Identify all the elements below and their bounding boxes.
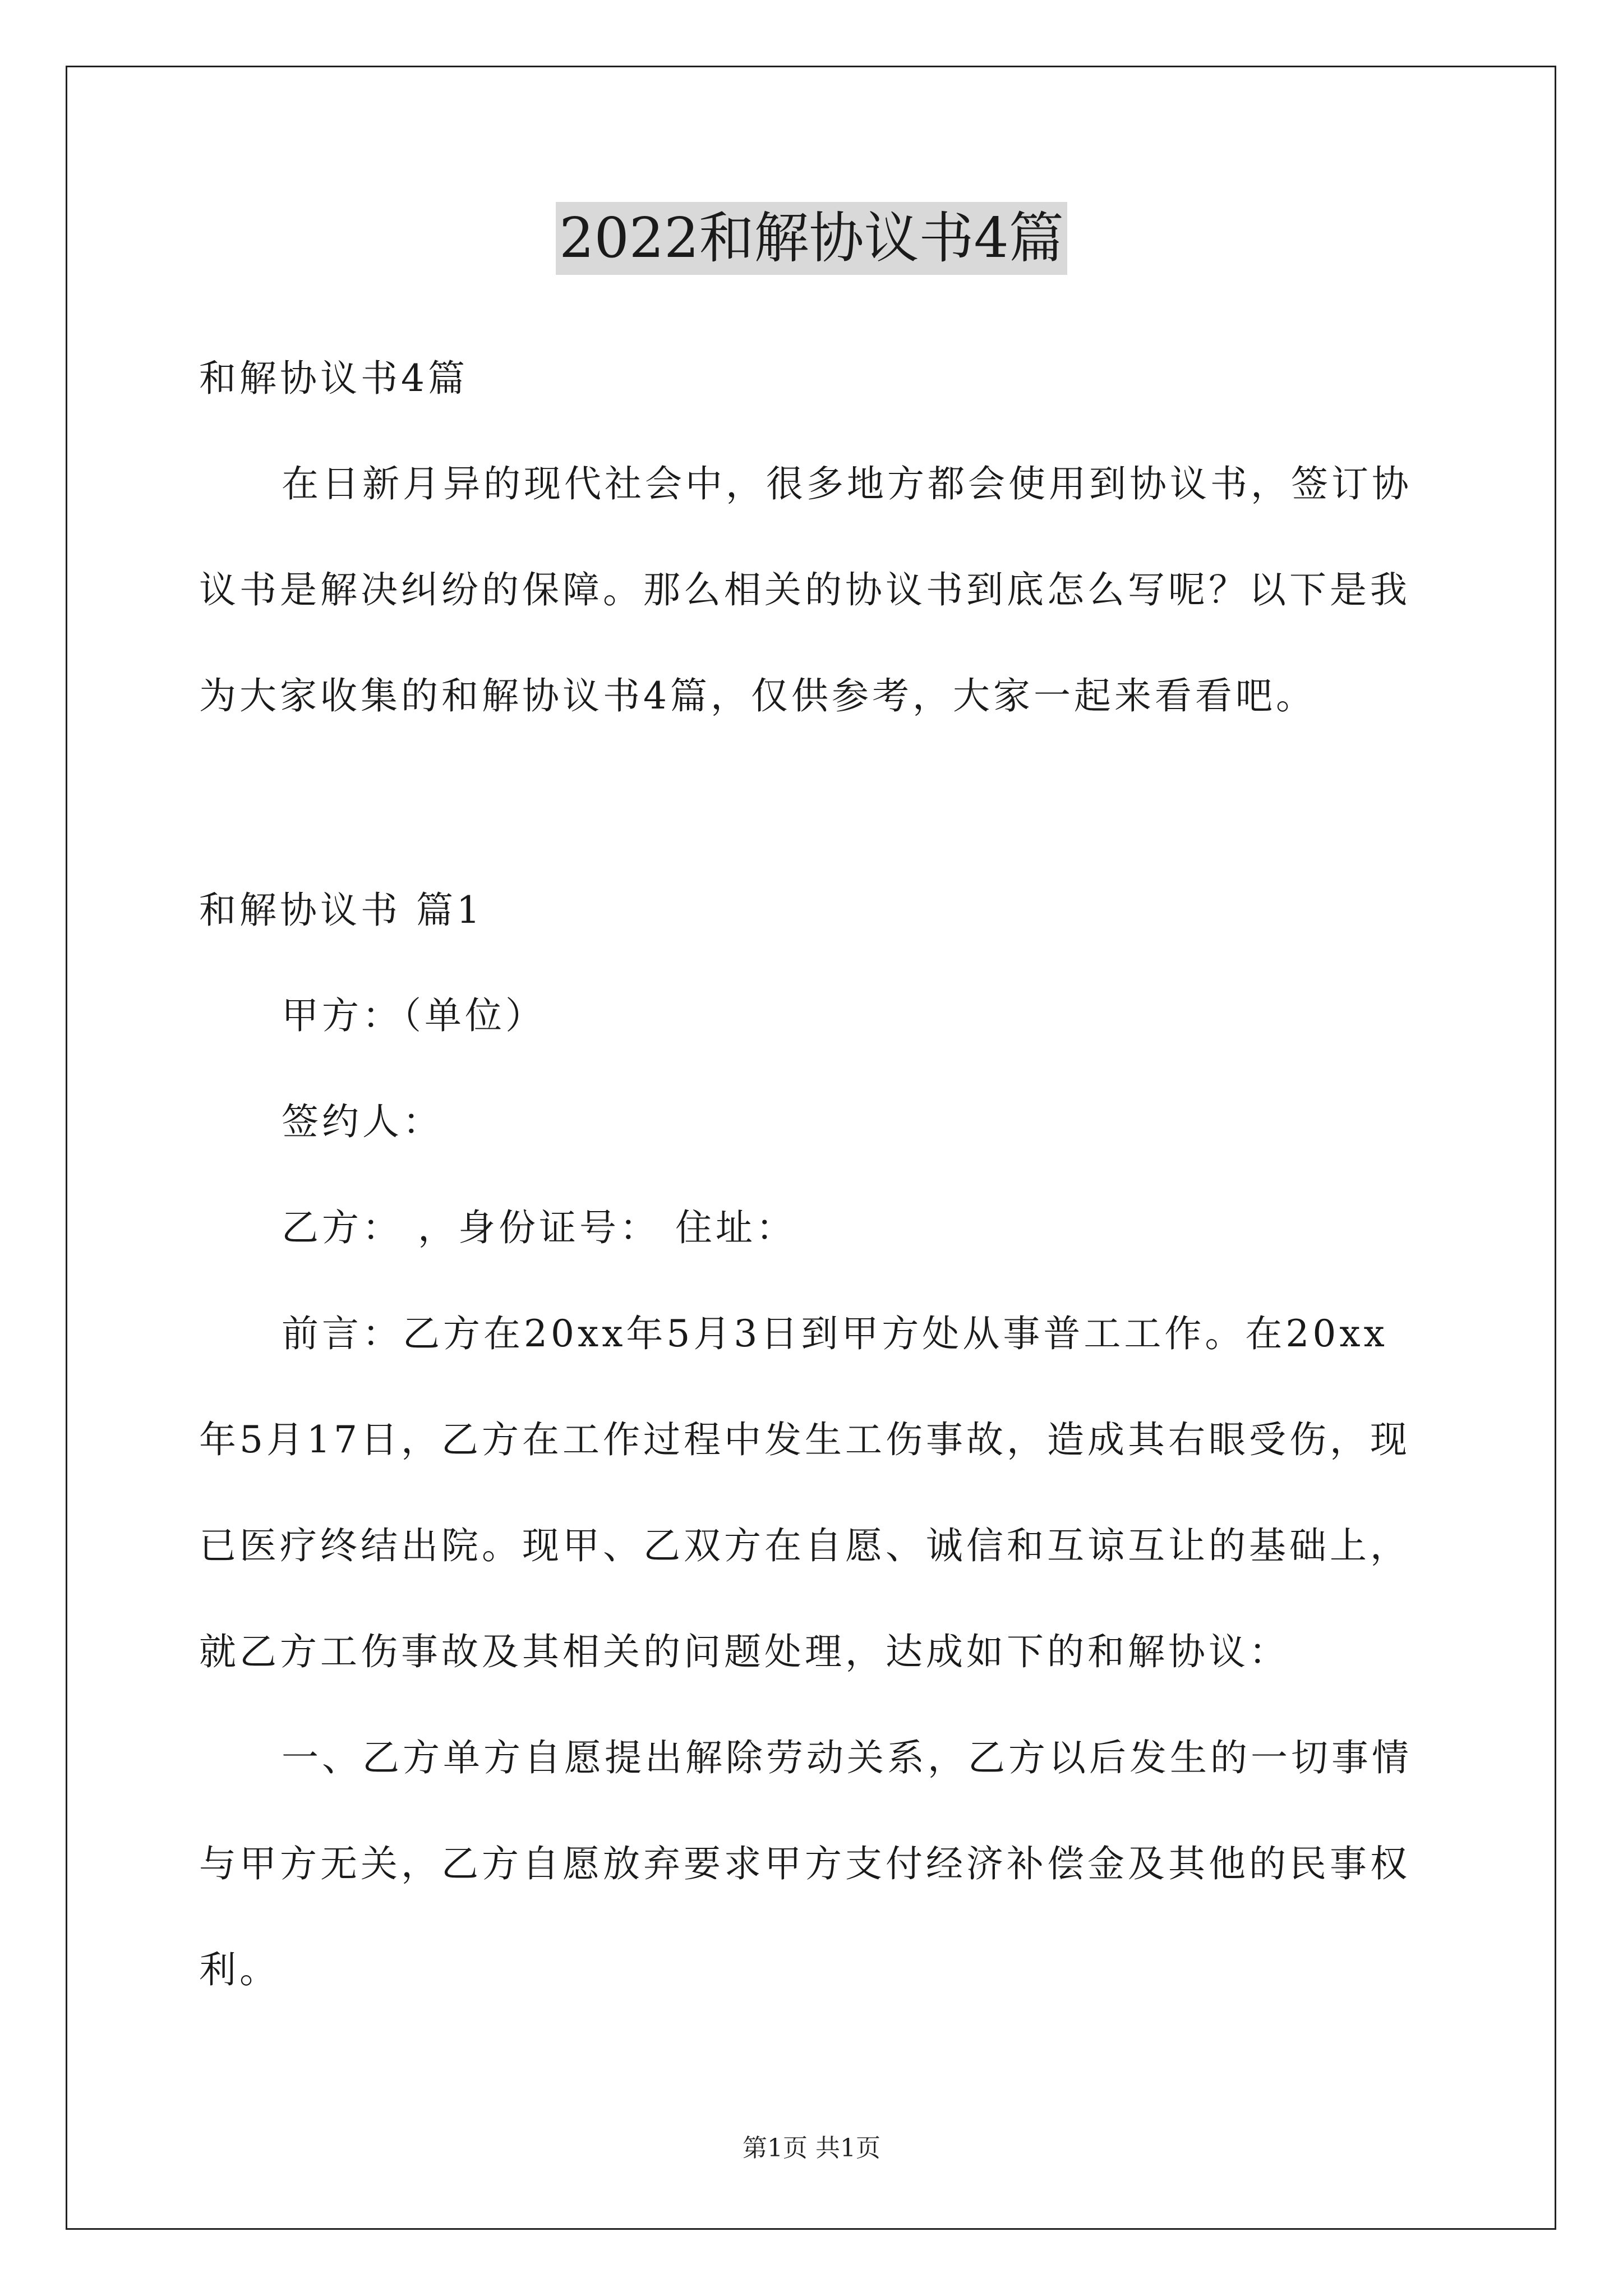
preface-line-3: 已医疗终结出院。现甲、乙双方在自愿、诚信和互谅互让的基础上，	[199, 1524, 1410, 1567]
intro-line-1: 在日新月异的现代社会中，很多地方都会使用到协议书，签订协	[282, 462, 1412, 505]
intro-line-2: 议书是解决纠纷的保障。那么相关的协议书到底怎么写呢？以下是我	[199, 568, 1410, 611]
page-footer: 第1页 共1页	[743, 2134, 880, 2162]
clause1-line-2: 与甲方无关，乙方自愿放弃要求甲方支付经济补偿金及其他的民事权	[199, 1842, 1410, 1885]
intro-line-3: 为大家收集的和解协议书4篇，仅供参考，大家一起来看看吧。	[199, 674, 1316, 717]
party-b-line: 乙方： ，身份证号： 住址：	[282, 1206, 796, 1249]
preface-line-2: 年5月17日，乙方在工作过程中发生工伤事故，造成其右眼受伤，现	[199, 1418, 1410, 1461]
document-title	[0, 202, 1623, 275]
title-text: 2022和解协议书4篇	[556, 202, 1067, 275]
signatory-line: 签约人：	[282, 1100, 443, 1143]
clause1-line-1: 一、乙方单方自愿提出解除劳动关系，乙方以后发生的一切事情	[282, 1736, 1412, 1779]
clause1-line-3: 利。	[199, 1948, 280, 1991]
preface-line-1: 前言：乙方在20xx年5月3日到甲方处从事普工工作。在20xx	[282, 1312, 1388, 1355]
subtitle: 和解协议书4篇	[199, 357, 468, 400]
preface-line-4: 就乙方工伤事故及其相关的问题处理，达成如下的和解协议：	[199, 1630, 1289, 1673]
party-a-line: 甲方：（单位）	[282, 994, 546, 1037]
section-heading: 和解协议书 篇1	[199, 889, 483, 932]
